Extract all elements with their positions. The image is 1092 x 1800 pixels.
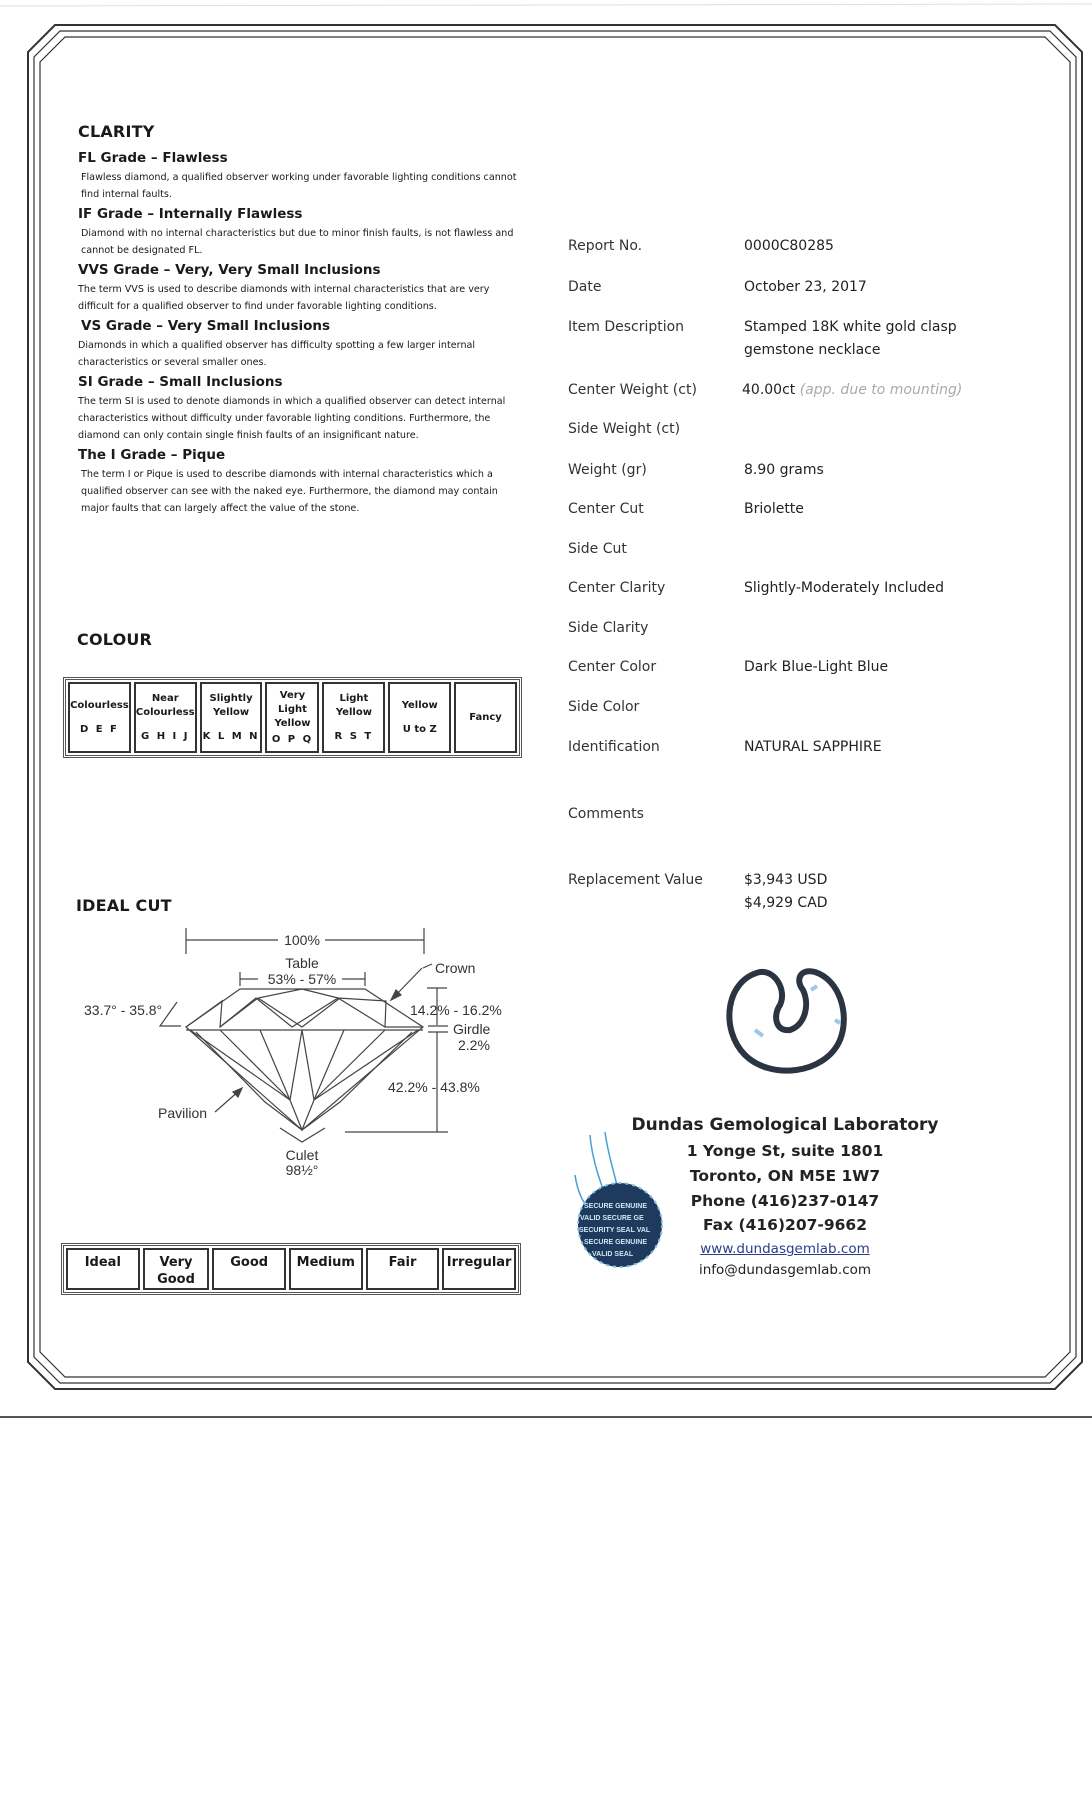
cut-grade-cell: Good — [212, 1248, 286, 1290]
colour-name: Fancy — [469, 711, 502, 723]
lab-website-link[interactable]: www.dundasgemlab.com — [700, 1241, 870, 1257]
report-label: Comments — [568, 806, 644, 822]
report-value: $3,943 USD — [744, 872, 828, 888]
total-width-label: 100% — [284, 932, 320, 948]
lab-address-line1: 1 Yonge St, suite 1801 — [686, 1142, 884, 1160]
crown-angle-label: 33.7° - 35.8° — [84, 1002, 163, 1018]
report-label: Side Cut — [568, 541, 627, 557]
colour-code: U to Z — [402, 723, 437, 735]
report-label: Center Weight (ct) — [568, 382, 697, 398]
clarity-title: CLARITY — [78, 122, 155, 141]
lab-fax: Fax (416)207-9662 — [703, 1216, 867, 1234]
lab-email: info@dundasgemlab.com — [698, 1262, 872, 1278]
grade-text: The term SI is used to denote diamonds in which a qualified observer can detect internal characteristics without difficulty under favorable lighting conditions. Furthermore, the diamond can only contain single finish faults of an insignificant nature. — [78, 396, 506, 441]
grade-heading: The I Grade – Pique — [78, 447, 226, 463]
grade-heading: FL Grade – Flawless — [78, 150, 228, 166]
cut-grade-cell: Medium — [289, 1248, 363, 1290]
svg-text:VALID SECURE GE: VALID SECURE GE — [580, 1215, 644, 1222]
report-label: Replacement Value — [568, 872, 703, 888]
lab-phone: Phone (416)237-0147 — [690, 1192, 880, 1210]
grade-heading: VS Grade – Very Small Inclusions — [81, 318, 331, 334]
grade-text: Diamond with no internal characteristics but due to minor finish faults, is not flawless and cannot be designated FL. — [81, 228, 514, 256]
report-value: Briolette — [744, 501, 804, 517]
colour-name: Slightly Yellow — [209, 692, 253, 718]
crown-height-label: 14.2% - 16.2% — [410, 1002, 502, 1018]
cut-grade-cell: Irregular — [442, 1248, 516, 1290]
report-value: NATURAL SAPPHIRE — [744, 739, 882, 755]
report-label: Weight (gr) — [568, 462, 647, 478]
colour-title: COLOUR — [77, 630, 153, 649]
hologram-seal-icon — [570, 1130, 670, 1270]
cut-grade-table — [61, 1243, 521, 1295]
grade-text: Diamonds in which a qualified observer has difficulty spotting a few larger internal characteristics or several smaller ones. — [78, 340, 476, 368]
svg-text:SECURITY SEAL VAL: SECURITY SEAL VAL — [579, 1227, 651, 1234]
grade-text: Flawless diamond, a qualified observer working under favorable lighting conditions cannot find internal faults. — [81, 172, 517, 200]
cut-grade-cell: Fair — [366, 1248, 440, 1290]
colour-name: Yellow — [401, 699, 438, 711]
cut-grade-cell: Very Good — [143, 1248, 210, 1290]
grade-heading: IF Grade – Internally Flawless — [78, 206, 303, 222]
report-value — [742, 379, 962, 402]
pavilion-depth-label: 42.2% - 43.8% — [388, 1079, 480, 1095]
table-range-label: 53% - 57% — [267, 971, 337, 987]
pavilion-label: Pavilion — [158, 1105, 208, 1121]
colour-name: Very Light Yellow — [274, 689, 311, 729]
culet-label: Culet — [285, 1147, 319, 1163]
colour-code: R S T — [334, 730, 374, 742]
grade-heading: VVS Grade – Very, Very Small Inclusions — [78, 262, 381, 278]
cut-grade-cell: Ideal — [66, 1248, 140, 1290]
lab-address-line2: Toronto, ON M5E 1W7 — [689, 1167, 881, 1185]
report-value: 8.90 grams — [744, 462, 824, 478]
table-label: Table — [285, 955, 319, 971]
report-label: Side Color — [568, 699, 640, 715]
svg-text:SECURE GENUINE: SECURE GENUINE — [584, 1203, 648, 1210]
report-label: Identification — [568, 739, 660, 755]
report-value: Dark Blue-Light Blue — [744, 659, 889, 675]
lab-name: Dundas Gemological Laboratory — [631, 1115, 939, 1135]
report-label: Center Color — [568, 659, 657, 675]
report-label: Side Weight (ct) — [568, 421, 681, 437]
colour-code: G H I J — [141, 730, 190, 742]
report-label: Item Description — [568, 319, 685, 335]
colour-name: Light Yellow — [335, 692, 372, 718]
ideal-cut-title: IDEAL CUT — [76, 896, 172, 915]
colour-name: Colourless — [70, 699, 129, 711]
colour-name: Near Colourless — [135, 692, 195, 718]
necklace-photo — [715, 960, 855, 1085]
grade-text: The term I or Pique is used to describe diamonds with internal characteristics which a qualified observer can see with the naked eye. Furthermore, the diamond may contain major faults that can largely affect the value of the stone. — [81, 469, 498, 514]
colour-code: O P Q — [271, 733, 314, 745]
grade-heading: SI Grade – Small Inclusions — [78, 374, 283, 390]
culet-angle-label: 98½° — [285, 1162, 319, 1178]
svg-text:SECURE GENUINE: SECURE GENUINE — [584, 1239, 648, 1246]
girdle-value-label: 2.2% — [458, 1037, 490, 1053]
report-label: Center Cut — [568, 501, 644, 517]
report-label: Side Clarity — [568, 620, 649, 636]
report-value: $4,929 CAD — [744, 895, 828, 911]
colour-code: D E F — [79, 723, 119, 735]
colour-code: K L M N — [202, 730, 260, 742]
report-value: Slightly-Moderately Included — [744, 580, 944, 596]
report-value: 0000C80285 — [744, 238, 834, 254]
center-weight-value: 40.00ct — [742, 382, 796, 398]
svg-text:VALID SEAL: VALID SEAL — [592, 1251, 634, 1258]
report-value: Stamped 18K white gold clasp gemstone necklace — [744, 319, 957, 358]
report-label: Report No. — [568, 238, 643, 254]
report-label: Date — [568, 279, 602, 295]
girdle-label: Girdle — [453, 1021, 491, 1037]
crown-label: Crown — [435, 960, 476, 976]
center-weight-note: (app. due to mounting) — [799, 382, 963, 398]
report-label: Center Clarity — [568, 580, 666, 596]
grade-text: The term VVS is used to describe diamonds with internal characteristics that are very difficult for a qualified observer to find under favorable lighting conditions. — [78, 284, 490, 312]
report-value: October 23, 2017 — [744, 279, 867, 295]
